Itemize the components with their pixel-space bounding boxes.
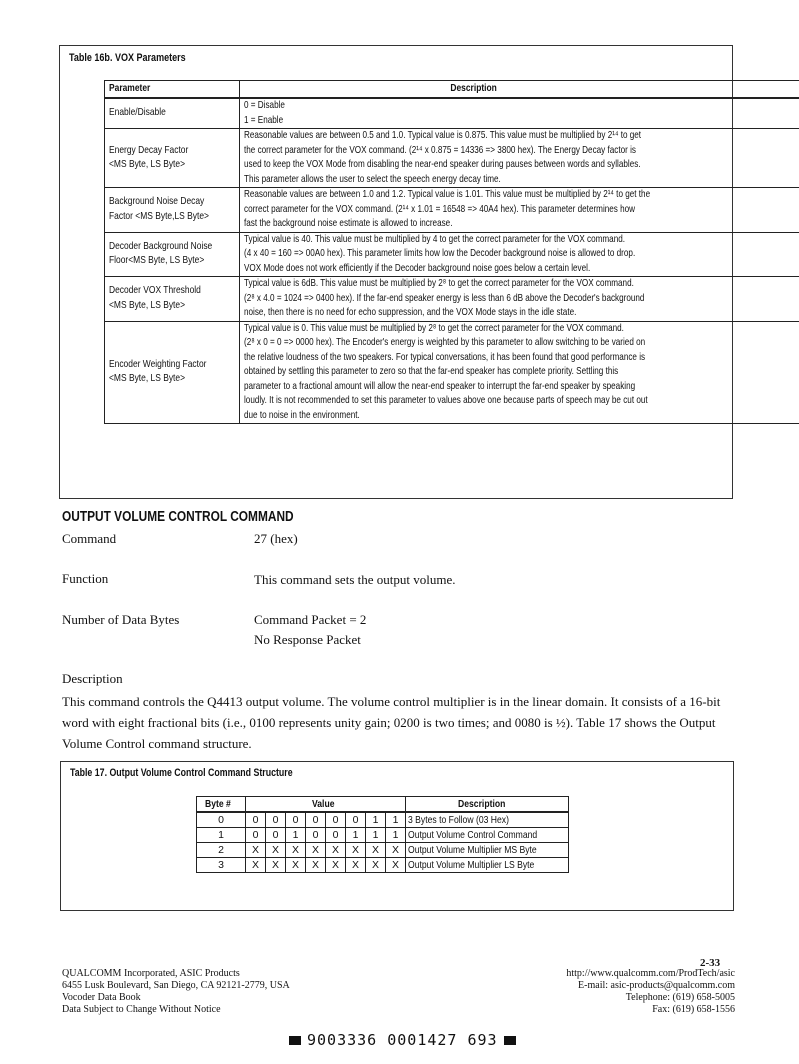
table-row <box>105 321 799 424</box>
description-line: correct parameter for the VOX command. (2¹⁴ x 1.01 = 16548 => 40A4 hex). This parameter determines how <box>243 203 635 215</box>
description-cell <box>239 129 799 188</box>
parameter-cell <box>105 188 240 233</box>
byte-cell: 3 <box>197 858 246 873</box>
parameter-cell <box>105 321 240 424</box>
footer-company: QUALCOMM Incorporated, ASIC Products <box>62 968 240 979</box>
bit-cell: 1 <box>286 828 306 843</box>
description-line: noise, then there is no need for echo suppression, and the VOX Mode stays in the idle state. <box>243 307 577 318</box>
bit-cell: X <box>366 858 386 873</box>
parameter-line: Background Noise Decay <box>109 196 205 208</box>
description-cell <box>406 812 569 828</box>
table-header-row <box>105 81 799 99</box>
bit-cell: 0 <box>286 812 306 828</box>
description-line: 0 = Disable <box>243 100 285 111</box>
bit-cell: 0 <box>266 828 286 843</box>
function-label: Function <box>62 571 109 586</box>
description-line: loudly. It is not recommended to set this parameter to values above one because parts of speech may be cut out <box>243 395 648 406</box>
byte-cell: 1 <box>197 828 246 843</box>
bit-cell: 1 <box>366 812 386 828</box>
header-description: Description <box>239 81 799 99</box>
table-row <box>197 843 569 858</box>
bit-cell: 0 <box>246 828 266 843</box>
table-row <box>105 232 799 277</box>
data-bytes-label: Number of Data Bytes <box>62 612 180 627</box>
bit-cell: X <box>306 858 326 873</box>
description-line: Typical value is 0. This value must be multiplied by 2⁸ to get the correct parameter for the VOX command. <box>243 322 624 334</box>
table-16b-caption: Table 16b. VOX Parameters <box>69 52 186 64</box>
barcode-block-left <box>289 1036 301 1045</box>
description-text: Output Volume Control Command <box>408 829 538 841</box>
description-line: Reasonable values are between 1.0 and 1.2. Typical value is 1.01. This value must be multiplied by 2¹⁴ to get the <box>243 189 651 200</box>
description-text: Output Volume Multiplier LS Byte <box>408 859 535 871</box>
bit-cell: X <box>266 843 286 858</box>
command-value: 27 (hex) <box>254 531 298 546</box>
footer-url: http://www.qualcomm.com/ProdTech/asic <box>566 968 735 979</box>
footer-book: Vocoder Data Book <box>62 992 141 1003</box>
description-cell <box>239 232 799 277</box>
parameter-line: Decoder VOX Threshold <box>109 285 201 297</box>
bit-cell: X <box>386 843 406 858</box>
parameter-line: Enable/Disable <box>109 107 166 119</box>
table-row <box>105 129 799 188</box>
description-text: 3 Bytes to Follow (03 Hex) <box>408 814 509 826</box>
description-line: the relative loudness of the two speakers. For typical conversations, it has been found that good performance is <box>243 351 646 363</box>
vox-parameters-table <box>104 80 799 424</box>
parameter-line: <MS Byte, LS Byte> <box>109 373 186 385</box>
byte-cell: 2 <box>197 843 246 858</box>
bit-cell: X <box>266 858 286 873</box>
bit-cell: 1 <box>386 812 406 828</box>
bit-cell: X <box>326 858 346 873</box>
description-line: Typical value is 6dB. This value must be multiplied by 2⁸ to get the correct parameter for the VOX command. <box>243 278 634 289</box>
bit-cell: X <box>346 858 366 873</box>
bit-cell: X <box>346 843 366 858</box>
description-cell <box>239 98 799 129</box>
footer-telephone: Telephone: (619) 658-5005 <box>625 992 735 1003</box>
parameter-line: <MS Byte, LS Byte> <box>109 299 186 311</box>
bit-cell: X <box>246 843 266 858</box>
description-line: 1 = Enable <box>243 114 284 126</box>
description-line: the correct parameter for the VOX command. (2¹⁴ x 0.875 = 14336 => 3800 hex). The Energy Decay factor is <box>243 144 636 156</box>
description-line: (2⁸ x 0 = 0 => 0000 hex). The Encoder's energy is weighted by this parameter to allow switching to be varied on <box>243 337 646 348</box>
bit-cell: X <box>246 858 266 873</box>
command-structure-table <box>196 796 569 873</box>
section-title: OUTPUT VOLUME CONTROL COMMAND <box>62 509 294 525</box>
parameter-cell <box>105 98 240 129</box>
parameter-cell <box>105 129 240 188</box>
description-cell <box>239 277 799 322</box>
footer-email: E-mail: asic-products@qualcomm.com <box>578 980 735 991</box>
description-line: Reasonable values are between 0.5 and 1.0. Typical value is 0.875. This value must be multiplied by 2¹⁴ to get <box>243 130 641 141</box>
barcode-text: 9003336 0001427 693 <box>307 1031 498 1049</box>
command-packet-value: Command Packet = 2 <box>254 612 367 627</box>
description-line: (2⁸ x 4.0 = 1024 => 0400 hex). If the far-end speaker energy is less than 6 dB above the Decoder's background <box>243 292 645 304</box>
bit-cell: X <box>306 843 326 858</box>
barcode <box>283 1031 522 1049</box>
bit-cell: 1 <box>386 828 406 843</box>
parameter-cell <box>105 232 240 277</box>
footer-address: 6455 Lusk Boulevard, San Diego, CA 92121-2779, USA <box>62 980 290 991</box>
function-value: This command sets the output volume. <box>254 572 456 587</box>
description-line: Typical value is 40. This value must be multiplied by 4 to get the correct parameter for the VOX command. <box>243 233 625 245</box>
parameter-line: Decoder Background Noise <box>109 240 213 252</box>
bit-cell: 0 <box>246 812 266 828</box>
vox-parameters-body <box>105 98 799 424</box>
bit-cell: 1 <box>366 828 386 843</box>
bit-cell: 0 <box>346 812 366 828</box>
header-parameter: Parameter <box>105 81 240 99</box>
description-line: obtained by settling this parameter to zero so that the far-end speaker has complete priority. Settling this <box>243 366 619 377</box>
table-row <box>197 828 569 843</box>
description-cell <box>239 321 799 424</box>
parameter-line: Encoder Weighting Factor <box>109 358 207 370</box>
footer-fax: Fax: (619) 658-1556 <box>652 1004 735 1015</box>
parameter-cell <box>105 277 240 322</box>
byte-cell: 0 <box>197 812 246 828</box>
barcode-block-right <box>504 1036 516 1045</box>
description-text: Output Volume Multiplier MS Byte <box>408 844 537 856</box>
table-row <box>105 98 799 129</box>
description-line: fast the background noise estimate is allowed to increase. <box>243 218 453 229</box>
command-label: Command <box>62 531 117 546</box>
bit-cell: X <box>286 858 306 873</box>
bit-cell: X <box>386 858 406 873</box>
response-packet-value: No Response Packet <box>254 632 361 647</box>
description-label: Description <box>62 671 123 686</box>
parameter-line: Floor<MS Byte, LS Byte> <box>109 255 205 267</box>
parameter-line: Energy Decay Factor <box>109 144 189 156</box>
description-line: VOX Mode does not work efficiently if the Decoder background noise goes below a certain level. <box>243 262 591 274</box>
bit-cell: X <box>286 843 306 858</box>
description-line: This parameter allows the user to select the speech energy decay time. <box>243 173 501 185</box>
bit-cell: 0 <box>326 812 346 828</box>
table-row <box>105 188 799 233</box>
page-number: 2-33 <box>700 957 721 969</box>
parameter-line: <MS Byte, LS Byte> <box>109 159 186 170</box>
parameter-line: Factor <MS Byte,LS Byte> <box>109 210 209 222</box>
description-line: due to noise in the environment. <box>243 409 360 421</box>
table-row <box>105 277 799 322</box>
bit-cell: 0 <box>306 828 326 843</box>
header-byte: Byte # <box>197 797 246 813</box>
table-17-caption: Table 17. Output Volume Control Command Structure <box>70 767 293 779</box>
bit-cell: X <box>366 843 386 858</box>
bit-cell: 0 <box>266 812 286 828</box>
table-header-row <box>197 797 569 813</box>
description-cell <box>406 843 569 858</box>
bit-cell: 0 <box>306 812 326 828</box>
description-cell <box>406 858 569 873</box>
bit-cell: 0 <box>326 828 346 843</box>
bit-cell: X <box>326 843 346 858</box>
command-structure-body <box>197 812 569 873</box>
description-paragraph: This command controls the Q4413 output volume. The volume control multiplier is in the linear domain. It consists of a 16-bit word with eight fractional bits (i.e., 0100 represents unity gain; 0200 is two times; and 0080 is ½). Table 17 shows the Output Volume Control command structure. <box>62 694 721 751</box>
bit-cell: 1 <box>346 828 366 843</box>
description-line: parameter to a fractional amount will allow the near-end speaker to interrupt the far-end speaker by speaking <box>243 380 636 392</box>
table-row <box>197 858 569 873</box>
description-cell <box>406 828 569 843</box>
header-value: Value <box>246 797 406 813</box>
header-description: Description <box>406 797 569 813</box>
footer-notice: Data Subject to Change Without Notice <box>62 1004 221 1015</box>
description-line: (4 x 40 = 160 => 00A0 hex). This parameter limits how low the Decoder background noise is allowed to drop. <box>243 248 636 259</box>
description-line: used to keep the VOX Mode from disabling the near-end speaker during pauses between words and syllables. <box>243 159 641 170</box>
table-row <box>197 812 569 828</box>
description-cell <box>239 188 799 233</box>
